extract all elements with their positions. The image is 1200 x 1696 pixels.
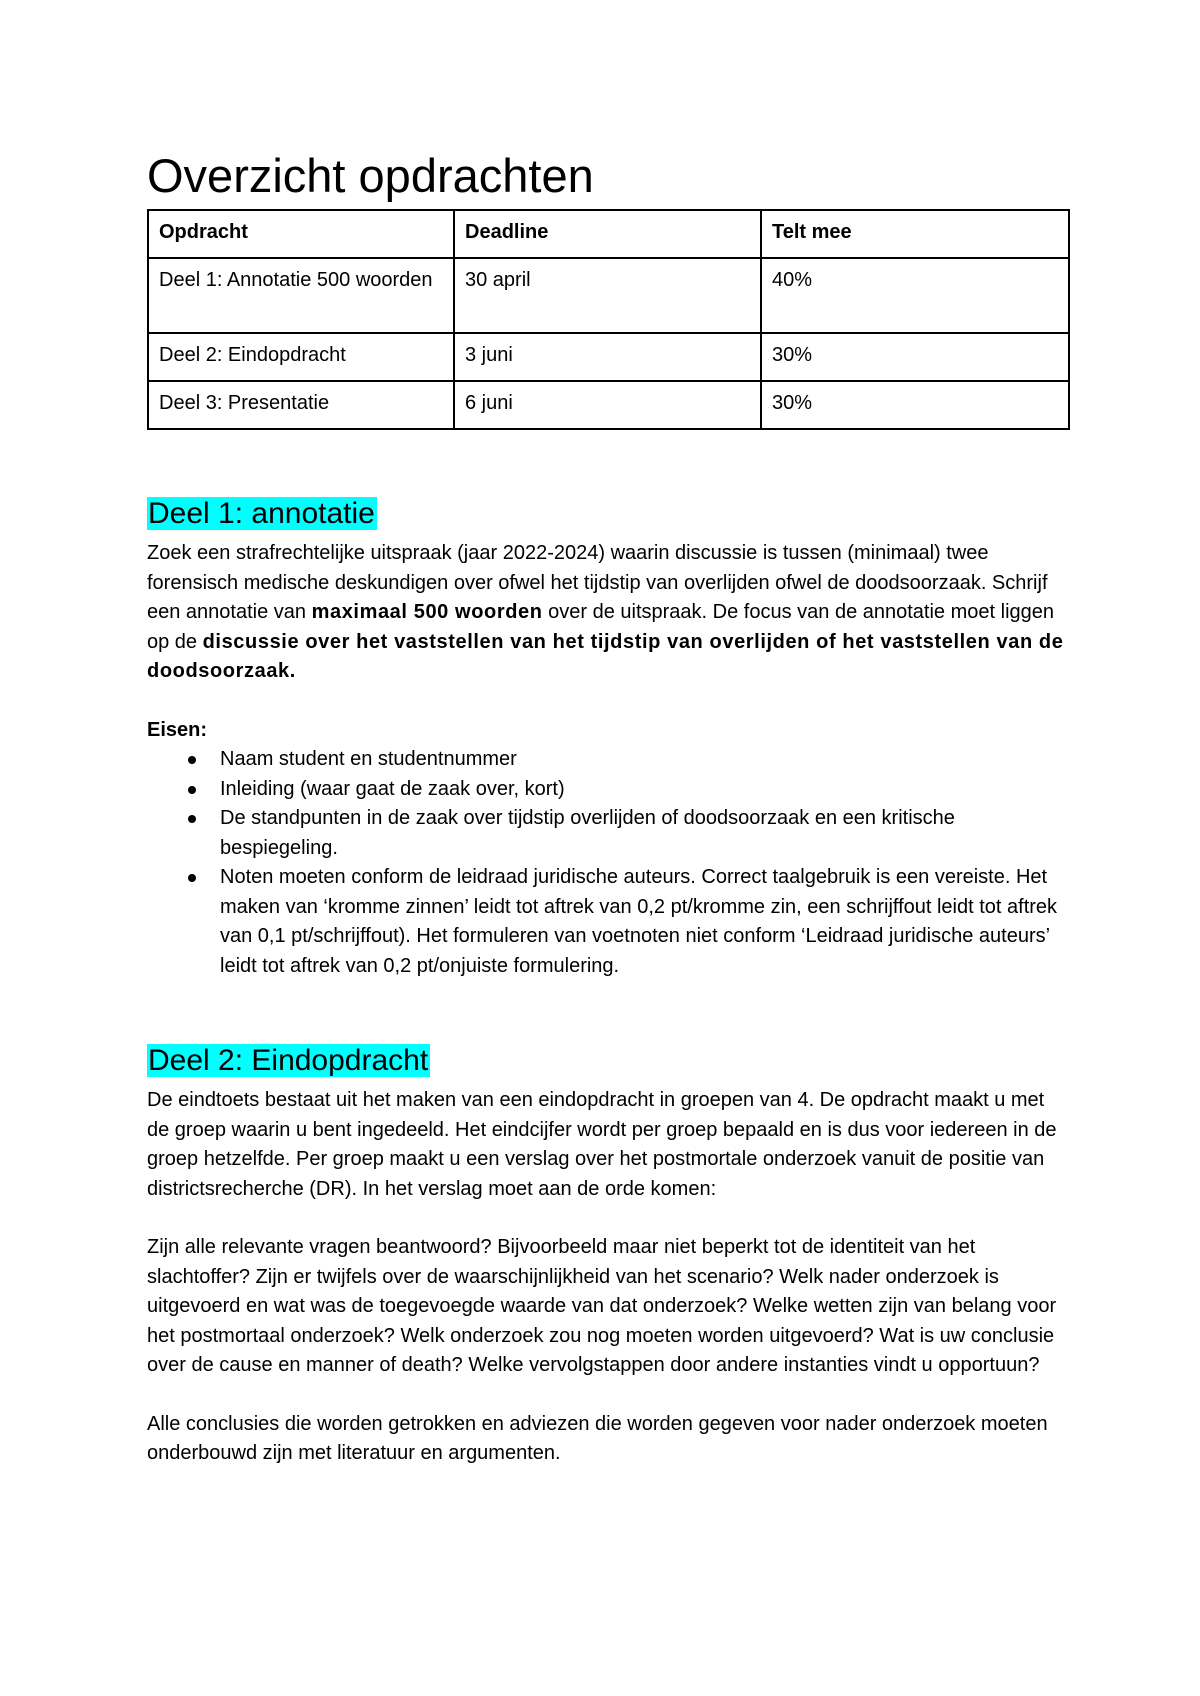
highlighted-heading-text: Deel 1: annotatie [148,497,375,530]
requirements-label: Eisen: [147,718,208,741]
table-cell: 40% [761,258,1069,333]
list-item [147,863,1067,981]
table-cell: 3 juni [454,333,761,381]
table-header-cell: Opdracht [148,210,454,258]
page-title: Overzicht opdrachten [147,149,594,202]
table-header-cell: Deadline [454,210,761,258]
table-cell: Deel 1: Annotatie 500 woorden [148,258,454,333]
table-cell: 30 april [454,258,761,333]
table-row [148,258,1069,333]
deel2-paragraph-3: Alle conclusies die worden getrokken en adviezen die worden gegeven voor nader onderzoek moeten onderbouwd zijn met literatuur en argumenten. [147,1412,1048,1464]
requirements-list [147,745,1067,981]
list-item [147,775,1067,805]
section-heading-deel1 [147,495,1067,533]
highlighted-heading-text: Deel 2: Eindopdracht [148,1044,429,1077]
deel2-paragraph-1: De eindtoets bestaat uit het maken van een eindopdracht in groepen van 4. De opdracht maakt u met de groep waarin u bent ingedeeld. Het eindcijfer wordt per groep bepaald en is dus voor iedereen in de groep hetzelfde. Per groep maakt u een verslag over het postmortale onderzoek vanuit de positie van districtsrecherche (DR). In het verslag moet aan de orde komen: [147,1089,1057,1200]
paragraph-spacer [147,1204,1067,1233]
paragraph-text: Zoek een strafrechtelijke uitspraak (jaar 2022-2024) waarin discussie is tussen (minimaal) twee forensisch medische deskundigen over ofwel het tijdstip van overlijden ofwel de doodsoorzaak. Schrijf een annotatie van [147,542,1048,623]
table-cell: Deel 2: Eindopdracht [148,333,454,381]
table-cell: 30% [761,381,1069,429]
list-item-text: Inleiding (waar gaat de zaak over, kort) [220,777,565,800]
list-item [147,804,1067,863]
deel1-paragraph [147,539,1067,687]
list-item [147,745,1067,775]
bold-text: discussie over het vaststellen van het tijdstip van overlijden of het vaststellen van de doodsoorzaak. [147,630,1064,682]
bullet-icon [188,756,196,764]
document-page [147,148,1067,1469]
bullet-icon [188,815,196,823]
bullet-icon [188,874,196,882]
table-row [148,333,1069,381]
table-header-row [148,210,1069,258]
list-item-text: De standpunten in de zaak over tijdstip overlijden of doodsoorzaak en een kritische bespiegeling. [220,807,955,859]
bold-text: maximaal 500 woorden [311,601,543,623]
table-row [148,381,1069,429]
table-cell: 6 juni [454,381,761,429]
list-item-text: Noten moeten conform de leidraad juridische auteurs. Correct taalgebruik is een vereiste. Het maken van ‘kromme zinnen’ leidt tot aftrek van 0,2 pt/kromme zin, een schrijffout leidt tot aftrek van 0,1 pt/schrijffout). Het formuleren van voetnoten niet conform ‘Leidraad juridische auteurs’ leidt tot aftrek van 0,2 pt/onjuiste formulering. [220,866,1058,977]
paragraph-text: over de uitspraak. De focus van de annotatie moet liggen op de [147,601,1055,653]
section-heading-deel2 [147,1042,1067,1080]
table-header-cell: Telt mee [761,210,1069,258]
list-item-text: Naam student en studentnummer [220,748,517,770]
paragraph-spacer [147,1381,1067,1410]
table-cell: Deel 3: Presentatie [148,381,454,429]
table-cell: 30% [761,333,1069,381]
overview-table [147,209,1070,430]
bullet-icon [188,786,196,794]
deel2-paragraph-2: Zijn alle relevante vragen beantwoord? Bijvoorbeeld maar niet beperkt tot de identiteit van het slachtoffer? Zijn er twijfels over de waarschijnlijkheid van het scenario? Welk nader onderzoek is uitgevoerd en wat was de toegevoegde waarde van dat onderzoek? Welke wetten zijn van belang voor het postmortaal onderzoek? Welk onderzoek zou nog moeten worden uitgevoerd? Wat is uw conclusie over de cause en manner of death? Welke vervolgstappen door andere instanties vindt u opportuun? [147,1236,1057,1376]
